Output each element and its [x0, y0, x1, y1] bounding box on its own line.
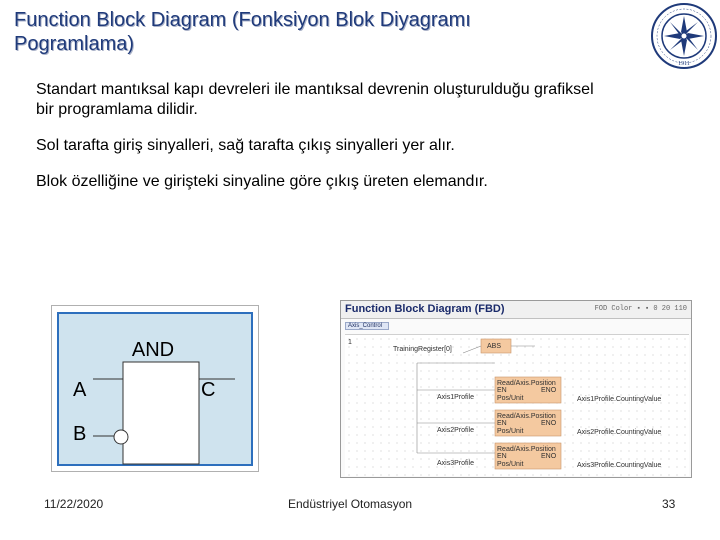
footer-date: 11/22/2020: [44, 497, 104, 511]
block-1-en: EN: [497, 387, 507, 394]
footer-title: Endüstriyel Otomasyon: [288, 497, 413, 511]
block-3-eno: ENO: [541, 453, 557, 460]
bullet-item: [36, 172, 686, 192]
and-gate-panel: [57, 312, 253, 466]
block-2-input: Axis2Profile: [437, 427, 474, 434]
block-2-pos: Pos/Unit: [497, 428, 524, 435]
block-2-eno: ENO: [541, 420, 557, 427]
fbd-network: [345, 335, 689, 477]
block-2-output: Axis2Profile.CountingValue: [577, 429, 662, 436]
bullet-item: [36, 136, 686, 156]
slide-title: [14, 8, 634, 56]
and-gate-figure: [51, 305, 259, 472]
bullet-list: [36, 80, 686, 208]
input-a-label: A: [73, 379, 87, 401]
network-number: 1: [348, 339, 352, 346]
fbd-title: Function Block Diagram (FBD): [345, 303, 505, 315]
block-1-pos: Pos/Unit: [497, 395, 524, 402]
block-3-output: Axis3Profile.CountingValue: [577, 462, 662, 469]
bullet-item: [36, 80, 686, 120]
and-gate-block: [123, 362, 199, 464]
and-gate-label: AND: [131, 339, 175, 361]
block-1-eno: ENO: [541, 387, 557, 394]
input-b-label: B: [73, 423, 87, 445]
block-3-en: EN: [497, 453, 507, 460]
bullet-3-line-1: Blok özelliğine ve girişteki sinyaline göre çıkış üreten elemandır.: [36, 173, 488, 190]
fbd-tab: Axis_Control: [345, 322, 389, 330]
slide-title-line-2: Pogramlama): [14, 33, 135, 55]
university-seal-icon: [650, 2, 718, 70]
bullet-2-line-1: Sol tarafta giriş sinyalleri, sağ tarafta çıkış sinyalleri yer alır.: [36, 137, 455, 154]
block-3-pos: Pos/Unit: [497, 461, 524, 468]
fbd-color-readout: FOD Color ▪ ▪ 0 20 110: [594, 305, 687, 313]
block-2-en: EN: [497, 420, 507, 427]
fbd-editor-screenshot: [340, 300, 692, 478]
fbd-header: [341, 301, 691, 319]
block-1-output: Axis1Profile.CountingValue: [577, 396, 662, 403]
output-c-label: C: [201, 379, 216, 401]
negation-bubble-icon: [114, 430, 128, 444]
bullet-1-line-2: bir programlama dilidir.: [36, 101, 198, 118]
bullet-1-line-1: Standart mantıksal kapı devreleri ile mantıksal devrenin oluşturulduğu grafiksel: [36, 81, 594, 98]
block-2-name: Read/Axis.Position: [497, 413, 556, 420]
page-number: 33: [662, 497, 676, 511]
abs-block-label: ABS: [487, 343, 502, 350]
slide-title-line-1: Function Block Diagram (Fonksiyon Blok Diyagramı: [14, 9, 471, 31]
register-label: TrainingRegister[0]: [393, 346, 452, 353]
block-1-input: Axis1Profile: [437, 394, 474, 401]
and-gate-diagram: [59, 314, 255, 468]
svg-text:1911: 1911: [678, 61, 690, 67]
fbd-canvas: [345, 334, 689, 476]
block-1-name: Read/Axis.Position: [497, 380, 556, 387]
block-3-input: Axis3Profile: [437, 460, 474, 467]
block-3-name: Read/Axis.Position: [497, 446, 556, 453]
